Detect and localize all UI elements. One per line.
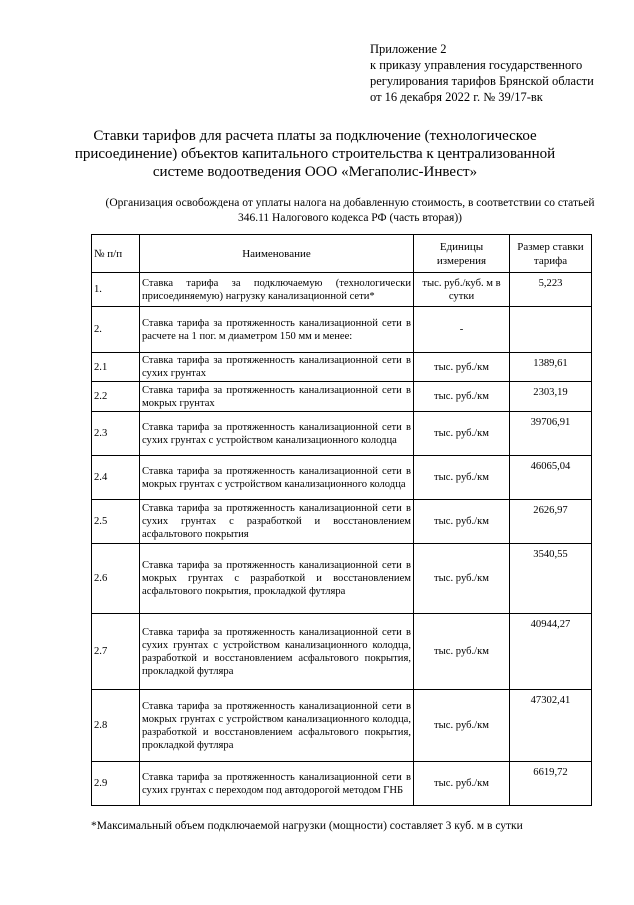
appendix-block [370, 41, 610, 105]
table-row [92, 353, 592, 382]
row-number: 2.1 [92, 353, 140, 382]
table-row [92, 690, 592, 762]
row-number: 2.2 [92, 382, 140, 412]
table-row [92, 614, 592, 690]
row-value: 3540,55 [510, 544, 592, 614]
row-number: 2. [92, 307, 140, 353]
row-name: Ставка тарифа за протяженность канализационной сети в мокрых грунтах с разработкой и восстановлением асфальтового покрытия, прокладкой футляра [140, 544, 414, 614]
tax-note: (Организация освобождена от уплаты налога на добавленную стоимость, в соответствии со статьей 346.11 Налогового кодекса РФ (часть вторая)) [105, 197, 595, 224]
row-unit: тыс. руб./км [414, 456, 510, 500]
row-number: 2.9 [92, 762, 140, 806]
appendix-line: Приложение 2 [370, 42, 447, 56]
row-number: 2.5 [92, 500, 140, 544]
row-name: Ставка тарифа за протяженность канализационной сети в сухих грунтах [140, 353, 414, 382]
appendix-line: регулирования тарифов Брянской области [370, 74, 594, 88]
row-unit: тыс. руб./км [414, 614, 510, 690]
row-value: 1389,61 [510, 353, 592, 382]
row-number: 2.4 [92, 456, 140, 500]
row-name: Ставка тарифа за протяженность канализационной сети в сухих грунтах с устройством канализационного колодца [140, 412, 414, 456]
row-unit: тыс. руб./км [414, 690, 510, 762]
table-row [92, 412, 592, 456]
row-unit: тыс. руб./км [414, 382, 510, 412]
row-name: Ставка тарифа за протяженность канализационной сети в сухих грунтах с переходом под автодорогой методом ГНБ [140, 762, 414, 806]
row-unit: тыс. руб./км [414, 412, 510, 456]
row-value: 5,223 [510, 273, 592, 307]
row-name: Ставка тарифа за протяженность канализационной сети в сухих грунтах с разработкой и восстановлением асфальтового покрытия [140, 500, 414, 544]
table-row [92, 273, 592, 307]
row-number: 2.7 [92, 614, 140, 690]
row-unit: - [414, 307, 510, 353]
header-number: № п/п [92, 235, 140, 273]
row-unit: тыс. руб./куб. м в сутки [414, 273, 510, 307]
row-name: Ставка тарифа за протяженность канализационной сети в мокрых грунтах с устройством канализационного колодца [140, 456, 414, 500]
row-value: 6619,72 [510, 762, 592, 806]
row-name: Ставка тарифа за подключаемую (технологически присоединяемую) нагрузку канализационной сети* [140, 273, 414, 307]
footnote: *Максимальный объем подключаемой нагрузки (мощности) составляет 3 куб. м в сутки [91, 820, 523, 832]
row-value: 46065,04 [510, 456, 592, 500]
row-value [510, 307, 592, 353]
row-unit: тыс. руб./км [414, 353, 510, 382]
row-number: 1. [92, 273, 140, 307]
row-unit: тыс. руб./км [414, 544, 510, 614]
table-header-row [92, 235, 592, 273]
row-name: Ставка тарифа за протяженность канализационной сети в мокрых грунтах с устройством канализационного колодца, разработкой и восстановлением асфальтового покрытия, прокладкой футляра [140, 690, 414, 762]
row-name: Ставка тарифа за протяженность канализационной сети в мокрых грунтах [140, 382, 414, 412]
row-value: 2626,97 [510, 500, 592, 544]
table-row [92, 382, 592, 412]
row-unit: тыс. руб./км [414, 762, 510, 806]
row-value: 2303,19 [510, 382, 592, 412]
appendix-line: к приказу управления государственного [370, 58, 583, 72]
header-name: Наименование [140, 235, 414, 273]
row-name: Ставка тарифа за протяженность канализационной сети в расчете на 1 пог. м диаметром 150 мм и менее: [140, 307, 414, 353]
table-row [92, 762, 592, 806]
table-row [92, 456, 592, 500]
table-row [92, 307, 592, 353]
appendix-line: от 16 декабря 2022 г. № 39/17-вк [370, 90, 543, 104]
tariff-table [91, 234, 592, 806]
row-value: 40944,27 [510, 614, 592, 690]
row-number: 2.3 [92, 412, 140, 456]
table-row [92, 500, 592, 544]
row-number: 2.6 [92, 544, 140, 614]
row-unit: тыс. руб./км [414, 500, 510, 544]
document-title: Ставки тарифов для расчета платы за подключение (технологическое присоединение) объектов капитального строительства к централизованной системе водоотведения ООО «Мегаполис-Инвест» [74, 128, 556, 180]
row-name: Ставка тарифа за протяженность канализационной сети в сухих грунтах с устройством канализационного колодца, разработкой и восстановлением асфальтового покрытия, прокладкой футляра [140, 614, 414, 690]
row-value: 47302,41 [510, 690, 592, 762]
table-row [92, 544, 592, 614]
row-value: 39706,91 [510, 412, 592, 456]
row-number: 2.8 [92, 690, 140, 762]
header-unit: Единицы измерения [414, 235, 510, 273]
header-value: Размер ставки тарифа [510, 235, 592, 273]
